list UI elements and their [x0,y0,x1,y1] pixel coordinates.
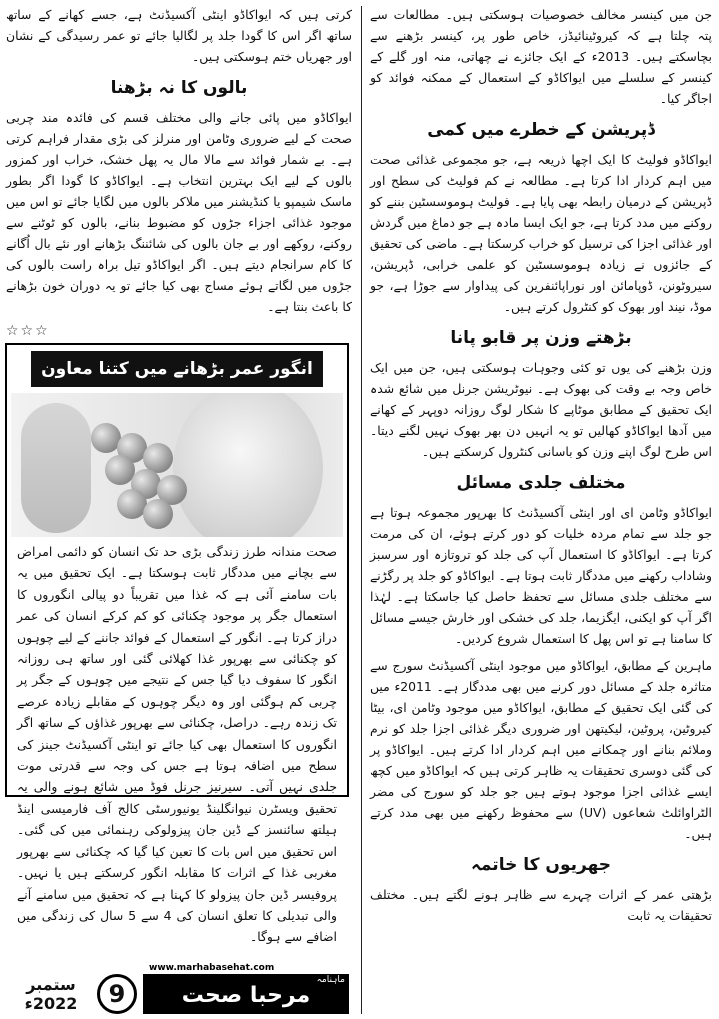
section-heading-skin: مختلف جلدی مسائل [456,473,626,493]
section-paragraph: وزن بڑھنے کی یوں تو کئی وجوہات ہوسکتی ہیں، جن میں ایک خاص وجہ بے وقت کی بھوک ہے۔ نیوٹریشن جرنل میں شائع شدہ ایک تحقیق کے مطابق موٹاپے کا شکار لوگ روزانہ دوپہر کے کھانے میں آدھا ایواکاڈو کھالیں تو یہ انہیں دن بھر بھوک نہیں لگنے دیتا۔ اس طرح لوگ اپنے وزن کو باسانی کنٹرول کرسکتے ہیں۔ [370,360,712,459]
end-stars: ☆☆☆ [6,323,50,339]
box-text [7,537,347,948]
right-column [370,4,712,932]
section-paragraph: ایواکاڈو میں پائی جانے والی مختلف قسم کی فائدہ مند چربی صحت کے لیے ضروری وٹامن اور منرلز کی بڑی مقدار فراہم کرتی ہے۔ بے شمار فوائد سے مالا مال یہ پھل خشک، خراب اور کمزور بالوں کے لیے ایک بہترین انتخاب ہے۔ ایواکاڈو کا گودا اگر بطور ماسک شیمپو یا کنڈیشنر میں ملاکر بالوں میں لگایا جائے تو اس میں موجود غذائی اجزاء جڑوں کو مضبوط بنانے، بالوں کو ٹوٹنے سے روکنے، روکھے اور بے جان بالوں کی شائننگ بڑھانے اور نئے بال اُگانے کا کام سرانجام دیتے ہیں۔ اگر ایواکاڈو تیل براہ راست بالوں کی جڑوں میں لگاتے ہوئے مساج بھی کیا جائے تو یہ دوران خون بڑھانے کا باعث بنتا ہے۔ [6,110,352,314]
magazine-logo [143,963,349,1014]
box-title: انگور عمر بڑھانے میں کتنا معاون [31,351,323,387]
face-shape [173,393,323,537]
magazine-name: مرحبا صحت [181,983,311,1008]
grape [143,499,173,529]
grapes-article-box [5,343,349,945]
page-footer [5,963,349,1015]
intro-paragraph: کرتی ہیں کہ ایواکاڈو اینٹی آکسیڈنٹ ہے، جسے کھانے کے ساتھ ساتھ اگر اس کا گودا جلد پر لگالیا جائے تو عمر رسیدگی کے نشان اور جھریاں ختم ہوسکتی ہیں۔ [6,7,352,64]
intro-paragraph: جن میں کینسر مخالف خصوصیات ہوسکتی ہیں۔ مطالعات سے پتہ چلتا ہے کہ کیروٹینائیڈز، خاص طور پر، کینسر بڑھنے سے بچاسکتے ہیں۔ 2013ء کے ایک جائزے نے چھاتی، منہ اور گلے کے کینسر کے سلسلے میں ایواکاڈو کے استعمال کے ممکنہ فوائد کو اجاگر کیا۔ [370,7,712,106]
page-number: 9 [97,974,137,1014]
section-heading-wrinkles: جھریوں کا خاتمہ [470,855,612,875]
section-heading-weight: بڑھتے وزن پر قابو پانا [450,328,632,348]
section-paragraph: ماہرین کے مطابق، ایواکاڈو میں موجود اینٹی آکسیڈنٹ سورج سے متاثرہ جلد کے مسائل دور کرنے میں بھی مددگار ہے۔ 2011ء میں کی گئی ایک تحقیق کے مطابق، ایواکاڈو میں موجود وٹامن ای، بیٹا کیروٹین، پروٹین، لیکیتھن اور ضروری دیگر غذائی اجزا جلد کو نرم وملائم بنانے اور چمکانے میں اہم کردار ادا کرتے ہیں۔ ایواکاڈو پر کی گئی دوسری تحقیقات یہ ظاہر کرتی ہیں کہ ایواکاڈو میں کچھ ایسے غذائی اجزا موجود ہوتے ہیں جو جلد کو سورج کی مضر الٹراوائلٹ شعاعوں (UV) سے محفوظ رکھنے میں بھی مدد کرتے ہیں۔ [370,658,712,841]
section-heading-hair: بالوں کا نہ بڑھنا [110,78,248,98]
left-column [6,4,352,345]
woman-with-grapes-photo [11,393,343,537]
monthly-tag: ماہنامہ [316,975,345,985]
website-url: www.marhabasehat.com [149,963,275,973]
hand-shape [21,403,91,533]
section-paragraph: ایواکاڈو وٹامن ای اور اینٹی آکسیڈنٹ کا بھرپور مجموعہ ہوتا ہے جو جلد سے تمام مردہ خلیات کو دور کرتے ہوئے، ان کی مرمت کرتا ہے۔ ایواکاڈو کا استعمال آپ کی جلد کو تروتازہ اور سرسبز وشاداب رکھنے میں مددگار ثابت ہوتا ہے۔ ایواکاڈو کو جلد پر رگڑنے سے مختلف جلدی مسائل سے تحفظ حاصل کیا جاسکتا ہے۔ لہٰذا اگر آپ کو ایکنی، ایگزیما، جلد کی خشکی اور خارش جیسے مسائل کا سامنا ہے تو اس پھل کا استعمال شروع کردیں۔ [370,505,712,646]
section-paragraph: ایواکاڈو فولیٹ کا ایک اچھا ذریعہ ہے، جو مجموعی غذائی صحت میں اہم کردار ادا کرتا ہے۔ مطالعہ نے کم فولیٹ کی سطح اور ڈپریشن کے درمیان رابطہ بھی پایا ہے۔ فولیٹ ہوموسسٹین بننے کو روکنے میں مدد کرتا ہے، جو ایک ایسا مادہ ہے جو دماغ میں گردش اور غذائی اجزا کی ترسیل کو خراب کرسکتا ہے۔ ماضی کی تحقیق کے جائزوں نے زیادہ ہوموسسٹین کو علمی خرابی، ڈپریشن، سیروٹونن، ڈوپامائن اور نوراپائنفرین کی پیداوار سے جوڑا ہے، جو موڈ، نیند اور بھوک کو کنٹرول کرتے ہیں۔ [370,152,712,314]
column-divider [361,6,362,1014]
section-paragraph: بڑھتی عمر کے اثرات چہرے سے ظاہر ہونے لگتے ہیں۔ مختلف تحقیقات یہ ثابت [370,887,712,923]
section-heading-depression: ڈپریشن کے خطرے میں کمی [427,120,655,140]
box-paragraph: صحت مندانہ طرز زندگی بڑی حد تک انسان کو دائمی امراض سے بچانے میں مددگار ثابت ہوسکتا ہے۔ ایک تحقیق میں یہ بات سامنے آئی ہے کہ غذا میں تقریباً دو پیالی انگوروں کا استعمال جگر پر موجود چکنائی کو کم کرکے انسان کی عمر دراز کرتا ہے۔ انگور کے استعمال کے فوائد جاننے کے لیے چوہوں کو چکنائی سے بھرپور غذا کھلائی گئی اور ساتھ ہی روزانہ انگور کا سفوف دیا گیا جس کے نتیجے میں چوہوں کے جگر پر چربی کم ہوگئی اور وہ دیگر چوہوں کے مقابلے زیادہ عرصے تک زندہ رہے۔ دراصل، چکنائی سے بھرپور غذاؤں کے ساتھ اگر انگوروں کا استعمال بھی کیا جائے تو اینٹی آکسیڈنٹ جینز کی سطح میں اضافہ ہوتا ہے جس کی وجہ سے قدرتی موت جلدی نہیں آتی۔ سیرنیز جرنل فوڈ میں شائع ہونے والی یہ تحقیق ویسٹرن نیوانگلینڈ یونیورسٹی کالج آف فارمیسی اینڈ ہیلتھ سائنسز کے ڈین جان پیزولوکی رہنمائی میں کی گئی۔ اس تحقیق میں اس بات کا تعین کیا گیا کہ چکنائی سے بھرپور مغربی غذا کے اثرات کا مقابلہ انگور کرسکتے ہیں یا نہیں۔ پروفیسر ڈین جان پیزولو کا کہنا ہے کہ تحقیق میں سامنے آنے والی تبدیلی کا تعلق انسان کی 4 سے 5 سال کی زندگی میں اضافے سے ہوگا۔ [17,544,337,945]
issue-date: ستمبر 2022ء [24,975,78,1013]
